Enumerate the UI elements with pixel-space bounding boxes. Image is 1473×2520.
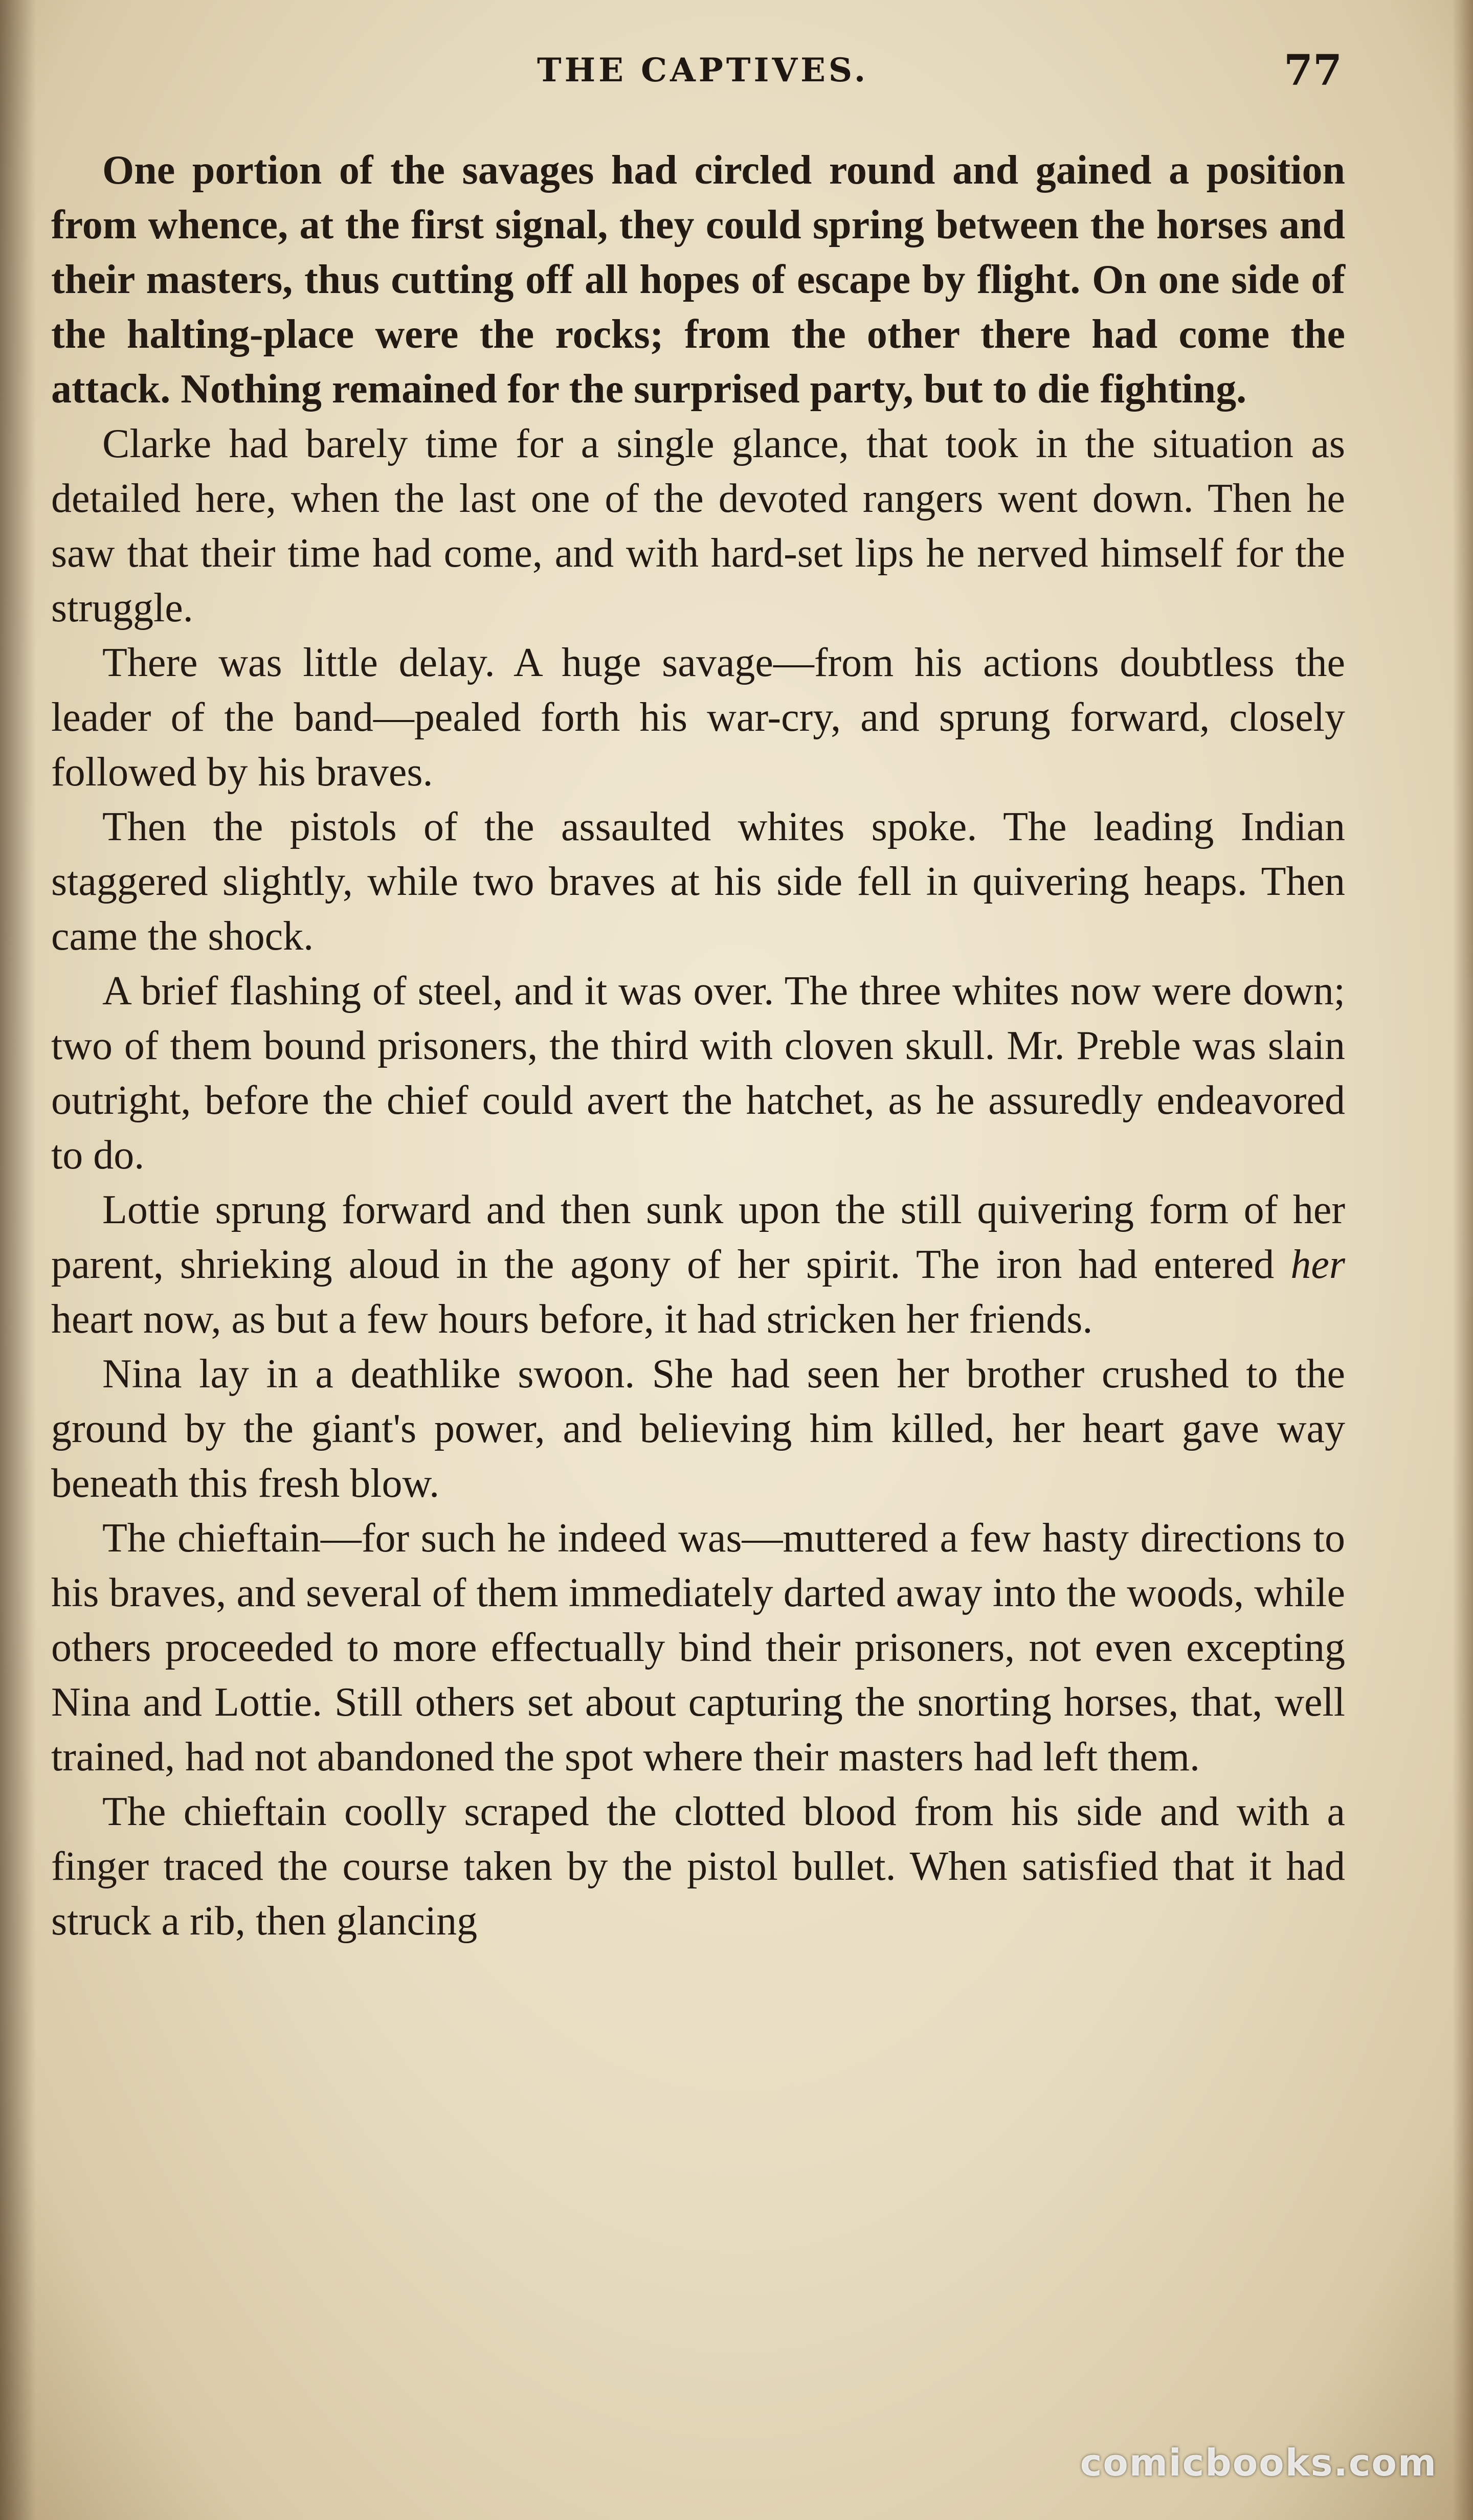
watermark: comicbooks.com <box>1080 2441 1437 2484</box>
paragraph-3: There was little delay. A huge savage—from his actions doubtless the leader of the band—pealed forth his war-cry, and sprung forward, closely followed by his braves. <box>51 640 1345 795</box>
paragraph-7: Nina lay in a deathlike swoon. She had seen her brother crushed to the ground by the giant's power, and believing him killed, her heart gave way beneath this fresh blow. <box>51 1352 1345 1506</box>
running-head-title: THE CAPTIVES. <box>537 51 869 89</box>
paragraph-4: Then the pistols of the assaulted whites spoke. The leading Indian staggered slightly, while two braves at his side fell in quivering heaps. Then came the shock. <box>51 804 1345 959</box>
body-text <box>51 143 1345 1949</box>
spine-shadow <box>0 0 36 2520</box>
paragraph-6-after: heart now, as but a few hours before, it had stricken her friends. <box>51 1297 1093 1342</box>
page-number: 77 <box>1284 46 1343 95</box>
paragraph-6 <box>51 1183 1345 1347</box>
paragraph-6-before: Lottie sprung forward and then sunk upon the still quivering form of her parent, shrieking aloud in the agony of her spirit. The iron had entered <box>51 1187 1345 1287</box>
running-head <box>0 46 1473 107</box>
paragraph-6-emphasis: her <box>1290 1242 1345 1287</box>
paragraph-5: A brief flashing of steel, and it was over. The three whites now were down; two of them bound prisoners, the third with cloven skull. Mr. Preble was slain outright, before the chief could avert the hatchet, as he assuredly endeavored to do. <box>51 969 1345 1178</box>
paragraph-8: The chieftain—for such he indeed was—muttered a few hasty directions to his braves, and several of them immediately darted away into the woods, while others proceeded to more effectually bind their prisoners, not even excepting Nina and Lottie. Still others set about capturing the snorting horses, that, well trained, had not abandoned the spot where their masters had left them. <box>51 1516 1345 1780</box>
paragraph-9: The chieftain coolly scraped the clotted blood from his side and with a finger traced the course taken by the pistol bullet. When satisfied that it had struck a rib, then glancing <box>51 1789 1345 1944</box>
page-edge-shadow <box>1453 0 1473 2520</box>
paragraph-2: Clarke had barely time for a single glance, that took in the situation as detailed here, when the last one of the devoted rangers went down. Then he saw that their time had come, and with hard-set lips he nerved himself for the struggle. <box>51 421 1345 631</box>
paragraph-1: One portion of the savages had circled round and gained a position from whence, at the first signal, they could spring between the horses and their masters, thus cutting off all hopes of escape by flight. On one side of the halting-place were the rocks; from the other there had come the attack. Nothing remained for the surprised party, but to die fighting. <box>51 148 1345 412</box>
